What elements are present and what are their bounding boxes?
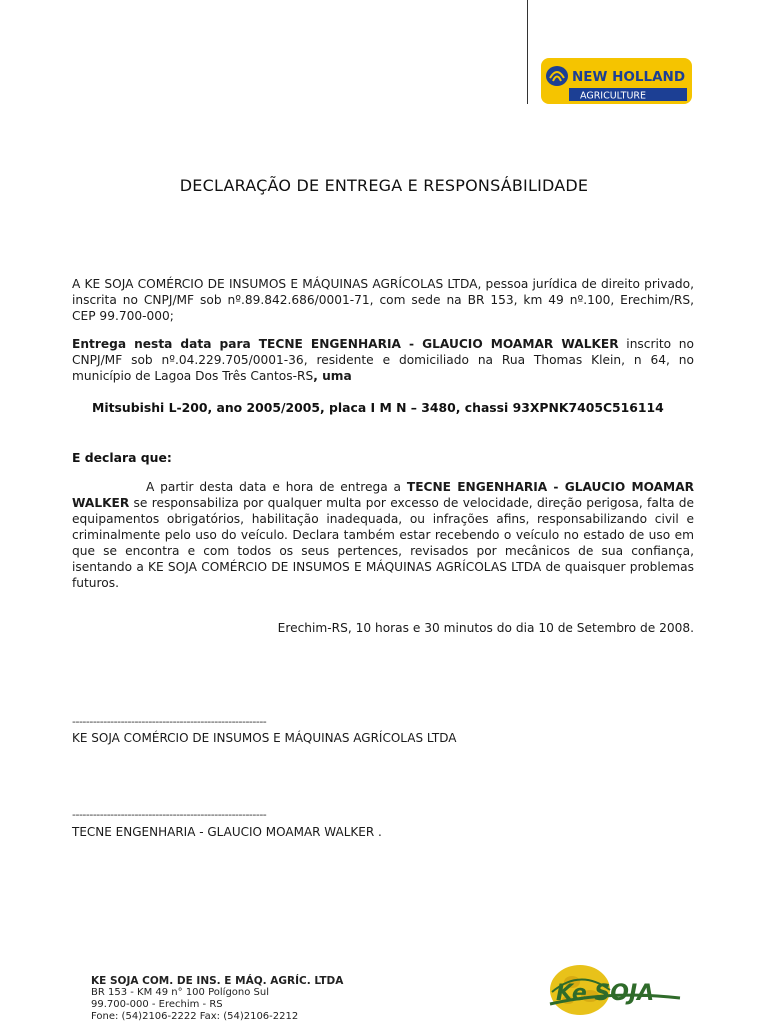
resp-recipient: TECNE ENGENHARIA - GLAUCIO MOAMAR WALKER	[72, 480, 695, 510]
logo-sub-text: AGRICULTURE	[580, 90, 647, 102]
leaf-emblem-icon	[546, 66, 568, 86]
vehicle-description: Mitsubishi L-200, ano 2005/2005, placa I M N – 3480, chassi 93XPNK7405C516114	[92, 400, 664, 415]
paragraph-responsibility	[72, 479, 694, 591]
logo-brand-text: NEW HOLLAND	[572, 69, 686, 85]
new-holland-logo	[541, 58, 692, 104]
recipient-details: inscrito no CNPJ/MF sob nº.04.229.705/0001-36, residente e domiciliado na Rua Thomas Klein, n 64, no município de Lagoa Dos Três Cantos-RS	[72, 337, 694, 383]
footer-address	[91, 975, 343, 1023]
signature-name-1: KE SOJA COMÉRCIO DE INSUMOS E MÁQUINAS AGRÍCOLAS LTDA	[72, 731, 457, 745]
resp-intro: A partir desta data e hora de entrega a	[146, 480, 407, 494]
date-line: Erechim-RS, 10 horas e 30 minutos do dia 10 de Setembro de 2008.	[277, 621, 694, 635]
footer-company: KE SOJA COM. DE INS. E MÁQ. AGRÍC. LTDA	[91, 975, 344, 987]
signature-line-2: --------------------------------------------------------	[72, 808, 267, 821]
signature-line-1: --------------------------------------------------------	[72, 715, 267, 728]
paragraph-company: A KE SOJA COMÉRCIO DE INSUMOS E MÁQUINAS AGRÍCOLAS LTDA, pessoa jurídica de direito privado, inscrita no CNPJ/MF sob nº.89.842.686/0001-71, com sede na BR 153, km 49 nº.100, Erechim/RS, CEP 99.700-000;	[72, 277, 694, 323]
recipient-bold: Entrega nesta data para TECNE ENGENHARIA - GLAUCIO MOAMAR WALKER	[72, 337, 619, 351]
signature-name-2: TECNE ENGENHARIA - GLAUCIO MOAMAR WALKER .	[72, 825, 382, 839]
document-title: DECLARAÇÃO DE ENTREGA E RESPONSÁBILIDADE	[179, 176, 589, 195]
ke-soja-logo-text: Ke SOJA	[556, 981, 655, 1006]
ke-soja-logo	[540, 960, 692, 1020]
declaration-heading: E declara que:	[72, 450, 172, 465]
uma-bold: , uma	[313, 369, 352, 383]
header-divider	[527, 0, 528, 104]
paragraph-delivery	[72, 336, 694, 384]
footer-addr1: BR 153 - KM 49 n° 100 Polígono Sul	[91, 987, 270, 998]
footer-phone: Fone: (54)2106-2222 Fax: (54)2106-2212	[91, 1011, 299, 1022]
footer-addr2: 99.700-000 - Erechim - RS	[91, 999, 223, 1010]
resp-body: se responsabiliza por qualquer multa por excesso de velocidade, direção perigosa, falta de equipamentos obrigatórios, habilitação inadequada, ou infrações afins, responsabilizando civil e criminalmente pelo uso do veículo. Declara também estar recebendo o veículo no estado de uso em que se encontra e com todos os seus pertences, revisados por mecânicos de sua confiança, isentando a KE SOJA COMÉRCIO DE INSUMOS E MÁQUINAS AGRÍCOLAS LTDA de quaisquer problemas futuros.	[72, 496, 694, 590]
